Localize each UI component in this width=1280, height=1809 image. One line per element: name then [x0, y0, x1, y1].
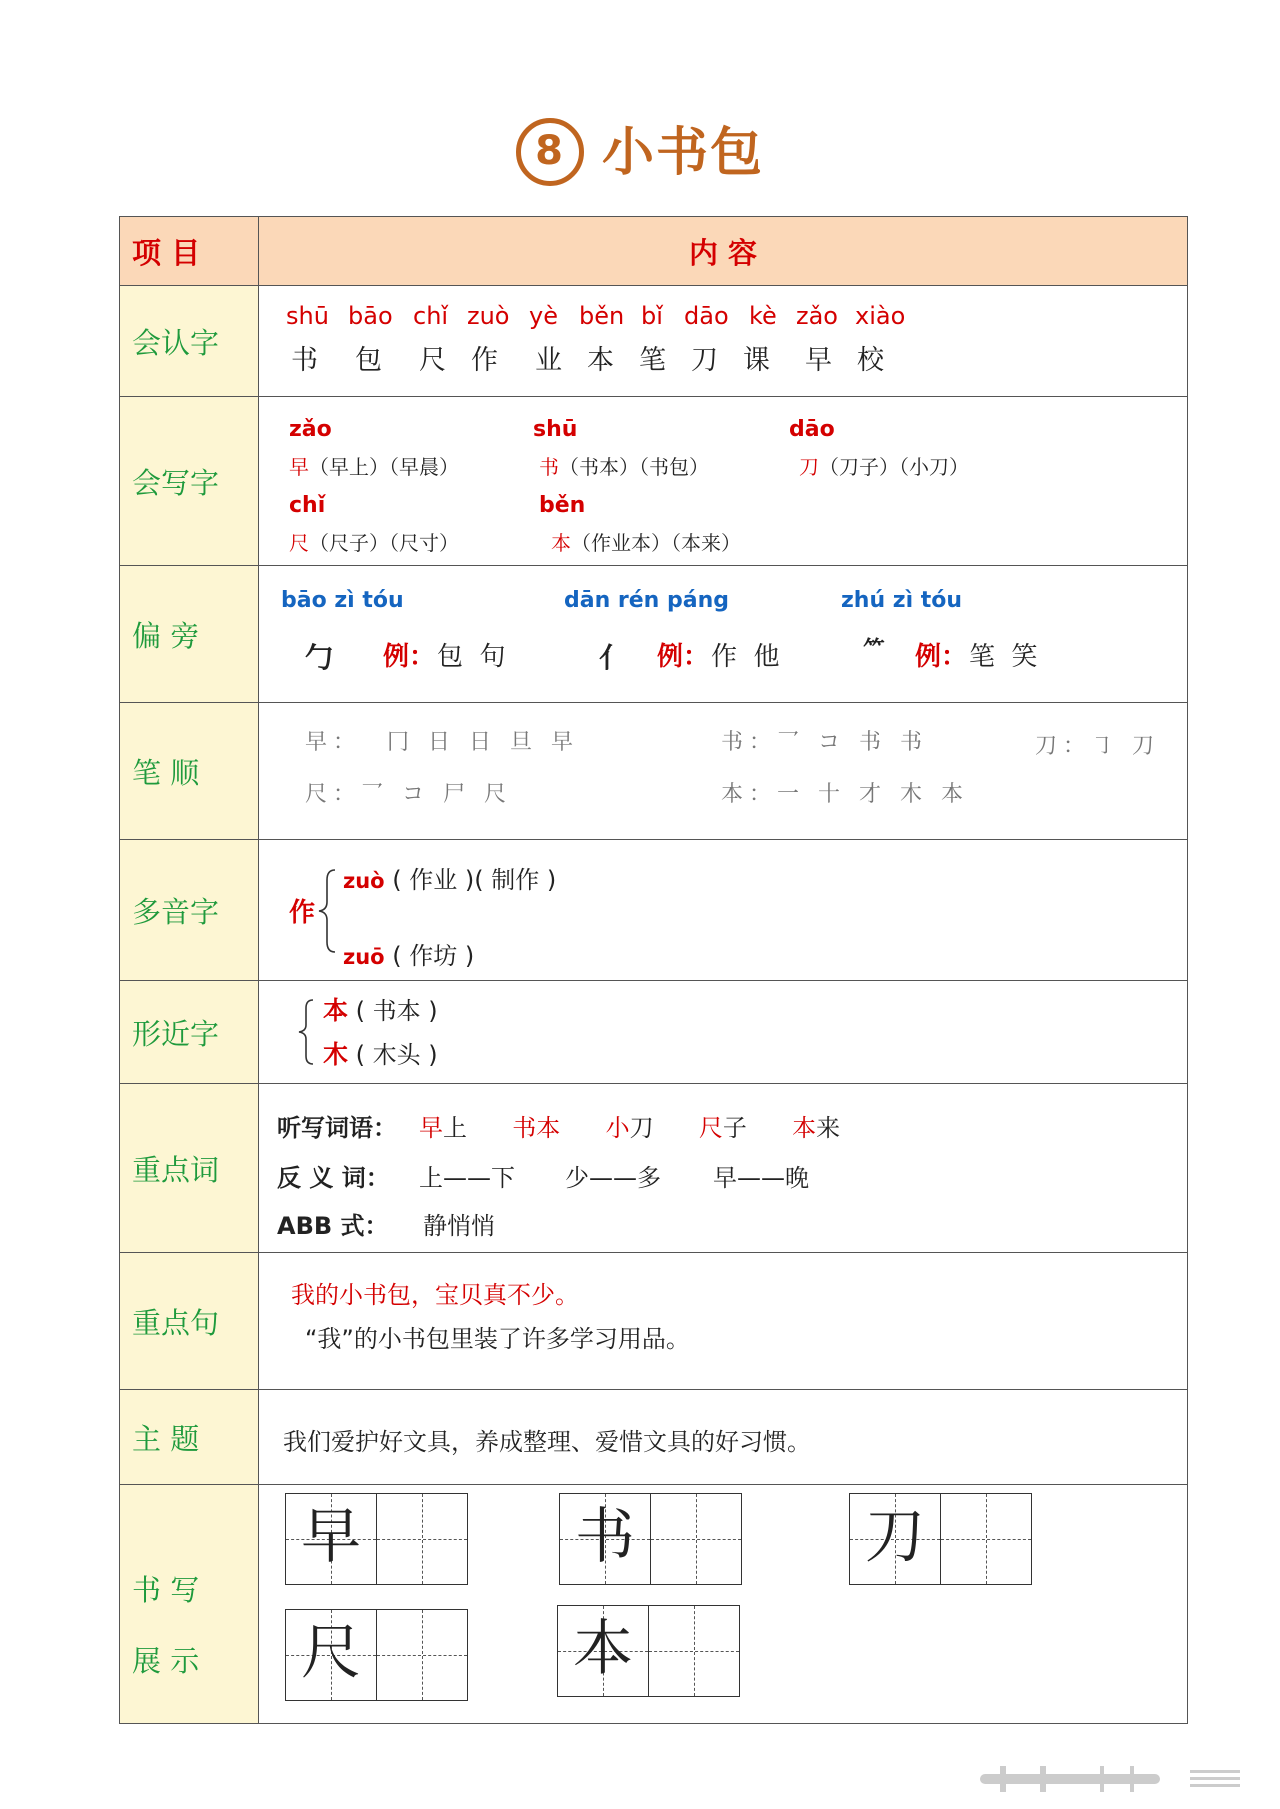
title-number: 8	[516, 118, 584, 186]
similar-brace	[295, 997, 317, 1067]
polyphone-words-1: ( 作坊 )	[392, 942, 475, 970]
table-header	[120, 217, 1188, 286]
row-display	[120, 1485, 1188, 1724]
row-label-radical: 偏 旁	[120, 566, 259, 703]
similar-words-0: ( 书本 )	[355, 997, 438, 1025]
recognize-pinyin-1: bāo	[348, 302, 393, 330]
radical-example-label-1: 例：	[657, 642, 710, 672]
recognize-char-1: 包	[355, 345, 382, 376]
recognize-char-7: 刀	[691, 345, 718, 376]
row-similar	[120, 981, 1188, 1084]
recognize-pinyin-7: dāo	[684, 302, 729, 330]
dictation-label: 听写词语：	[277, 1114, 397, 1142]
writing-grid-2	[849, 1493, 941, 1585]
writing-grid-char-0: 早	[301, 1502, 361, 1572]
header-content: 内 容	[259, 217, 1188, 286]
dictation-word-2: 小刀	[605, 1114, 654, 1142]
similar-char-0: 本	[323, 996, 349, 1025]
abb-label: ABB 式：	[277, 1212, 389, 1240]
write-char-0: 早	[289, 455, 309, 479]
recognize-pinyin-4: yè	[529, 302, 558, 330]
recognize-char-0: 书	[291, 345, 318, 376]
row-label-sentence: 重点句	[120, 1253, 259, 1390]
write-char-1: 书	[539, 455, 559, 479]
recognize-pinyin-3: zuò	[467, 302, 510, 330]
polyphone-pinyin-1: zuō	[343, 945, 385, 969]
writing-grid-4-blank	[648, 1605, 740, 1697]
writing-grid-char-2: 刀	[865, 1502, 925, 1572]
similar-words-1: ( 木头 )	[355, 1041, 438, 1069]
recognize-char-8: 课	[743, 345, 770, 376]
recognize-char-9: 早	[805, 345, 832, 376]
writing-grid-char-1: 书	[575, 1502, 635, 1572]
theme-text: 我们爱护好文具，养成整理、爱惜文具的好习惯。	[283, 1428, 811, 1456]
stroke-order-2: 刀：㇆ 刀	[1035, 734, 1160, 759]
lesson-table	[119, 216, 1188, 1724]
recognize-char-5: 本	[587, 345, 614, 376]
dictation-word-4: 本来	[792, 1114, 841, 1142]
row-label-write: 会写字	[120, 397, 259, 566]
display-label-2: 展 示	[132, 1644, 200, 1678]
similar-char-1: 木	[323, 1040, 349, 1069]
title-text: 小书包	[601, 123, 764, 183]
write-char-2: 刀	[799, 455, 819, 479]
radical-example-label-0: 例：	[383, 642, 436, 672]
writing-grid-4	[557, 1605, 649, 1697]
radical-examples-1: 作 他	[711, 642, 780, 672]
write-pinyin-3: chǐ	[289, 493, 326, 518]
radical-name-1: dān rén páng	[564, 588, 730, 613]
recognize-char-10: 校	[857, 345, 884, 376]
sentence-line-1: 我的小书包，宝贝真不少。	[291, 1281, 579, 1309]
antonym-0: 上——下	[419, 1164, 515, 1192]
row-label-keywords: 重点词	[120, 1084, 259, 1253]
stroke-order-0: 早： 冂 日 日 旦 早	[305, 730, 579, 755]
write-words-2: （刀子）（小刀）	[819, 455, 969, 479]
page-title	[0, 110, 1280, 190]
write-words-4: （作业本）（本来）	[571, 531, 741, 555]
row-label-recognize: 会认字	[120, 286, 259, 397]
row-label-polyphone: 多音字	[120, 840, 259, 981]
polyphone-brace	[315, 866, 339, 956]
recognize-pinyin-5: běn	[579, 302, 625, 330]
polyphone-pinyin-0: zuò	[343, 869, 385, 893]
dictation-word-1: 书本	[512, 1114, 561, 1142]
write-pinyin-4: běn	[539, 493, 586, 518]
recognize-pinyin-6: bǐ	[641, 302, 663, 330]
write-words-3: （尺子）（尺寸）	[309, 531, 459, 555]
recognize-char-4: 业	[535, 345, 562, 376]
sentence-line-2: “我”的小书包里装了许多学习用品。	[305, 1325, 690, 1353]
radical-symbol-1: 亻	[599, 641, 628, 674]
row-recognize	[120, 286, 1188, 397]
stroke-order-3: 尺：乛 コ 尸 尺	[305, 782, 512, 807]
recognize-char-3: 作	[471, 345, 498, 376]
write-words-1: （书本）（书包）	[559, 455, 709, 479]
antonym-label: 反 义 词：	[277, 1164, 390, 1192]
dictation-word-0: 早上	[419, 1114, 467, 1142]
writing-grid-1-blank	[650, 1493, 742, 1585]
radical-name-0: bāo zì tóu	[281, 588, 404, 613]
antonym-1: 少——多	[565, 1164, 661, 1192]
antonym-2: 早——晚	[713, 1164, 809, 1192]
stroke-order-4: 本：一 十 才 木 本	[721, 782, 969, 807]
recognize-pinyin-10: xiào	[855, 302, 906, 330]
write-char-4: 本	[551, 531, 571, 555]
row-write	[120, 397, 1188, 566]
writing-grid-char-3: 尺	[301, 1618, 361, 1688]
radical-examples-2: 笔 笑	[969, 642, 1038, 672]
row-label-stroke: 笔 顺	[120, 703, 259, 840]
recognize-pinyin-8: kè	[749, 302, 777, 330]
writing-grid-3	[285, 1609, 377, 1701]
recognize-pinyin-2: chǐ	[413, 302, 449, 330]
dictation-word-3: 尺子	[698, 1114, 747, 1142]
watermark-bars-icon	[980, 1766, 1250, 1792]
row-radical	[120, 566, 1188, 703]
writing-grid-2-blank	[940, 1493, 1032, 1585]
row-theme	[120, 1390, 1188, 1485]
row-keywords	[120, 1084, 1188, 1253]
radical-symbol-2: ⺮	[863, 637, 886, 662]
write-pinyin-0: zǎo	[289, 417, 332, 442]
recognize-pinyin-0: shū	[286, 302, 329, 330]
writing-grid-0	[285, 1493, 377, 1585]
radical-name-2: zhú zì tóu	[841, 588, 963, 613]
recognize-pinyin-9: zǎo	[796, 302, 838, 330]
stroke-order-1: 书：乛 コ 书 书	[721, 730, 928, 755]
row-label-display	[120, 1485, 259, 1724]
radical-example-label-2: 例：	[915, 642, 968, 672]
polyphone-char: 作	[289, 898, 316, 928]
writing-grid-1	[559, 1493, 651, 1585]
row-label-theme: 主 题	[120, 1390, 259, 1485]
row-label-similar: 形近字	[120, 981, 259, 1084]
write-pinyin-1: shū	[533, 417, 578, 442]
write-words-0: （早上）（早晨）	[309, 455, 459, 479]
write-pinyin-2: dāo	[789, 417, 835, 442]
row-sentence	[120, 1253, 1188, 1390]
polyphone-words-0: ( 作业 )( 制作 )	[392, 866, 557, 894]
recognize-char-2: 尺	[419, 345, 446, 376]
display-label-1: 书 写	[132, 1573, 200, 1607]
header-label: 项 目	[120, 217, 259, 286]
radical-examples-0: 包 句	[437, 642, 506, 672]
row-polyphone	[120, 840, 1188, 981]
write-char-3: 尺	[289, 531, 309, 555]
writing-grid-0-blank	[376, 1493, 468, 1585]
radical-symbol-0: 勹	[305, 641, 334, 674]
recognize-char-6: 笔	[639, 345, 666, 376]
writing-grid-3-blank	[376, 1609, 468, 1701]
row-stroke	[120, 703, 1188, 840]
writing-grid-char-4: 本	[573, 1614, 633, 1684]
abb-word: 静悄悄	[423, 1212, 495, 1240]
